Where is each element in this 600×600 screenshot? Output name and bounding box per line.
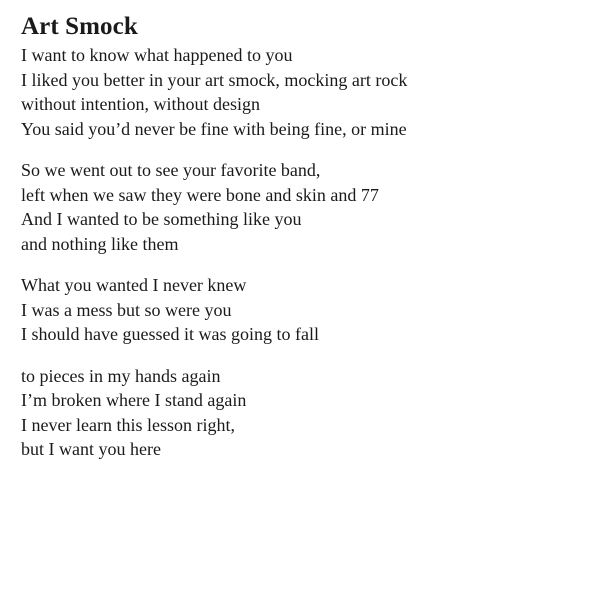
stanza-3-line-1: What you wanted I never knew xyxy=(21,275,247,295)
stanza-2-line-4: and nothing like them xyxy=(21,233,179,254)
stanza-2-line-1: So we went out to see your favorite band, xyxy=(21,160,321,180)
stanza-4-line-2: I’m broken where I stand again xyxy=(21,390,247,410)
stanza-4 xyxy=(21,364,591,462)
stanza-2 xyxy=(21,158,591,256)
stanza-4-line-1: to pieces in my hands again xyxy=(21,365,221,386)
stanza-4-line-4: but I want you here xyxy=(21,439,161,459)
stanza-1-line-1: I want to know what happened to you xyxy=(21,45,293,65)
stanza-1-line-3: without intention, without design xyxy=(21,94,260,114)
stanza-1-line-4: You said you’d never be fine with being fine, or mine xyxy=(21,118,407,139)
stanza-3-line-2: I was a mess but so were you xyxy=(21,299,232,320)
stanza-4-line-3: I never learn this lesson right, xyxy=(21,414,235,435)
stanza-2-line-3: And I wanted to be something like you xyxy=(21,209,302,229)
poem-title: Art Smock xyxy=(21,13,138,40)
poem-body xyxy=(21,43,591,479)
stanza-3-line-3: I should have guessed it was going to fall xyxy=(21,324,319,344)
stanza-1-line-2: I liked you better in your art smock, mocking art rock xyxy=(21,69,408,90)
stanza-2-line-2: left when we saw they were bone and skin and 77 xyxy=(21,184,379,205)
stanza-3 xyxy=(21,273,591,347)
stanza-1 xyxy=(21,43,591,141)
